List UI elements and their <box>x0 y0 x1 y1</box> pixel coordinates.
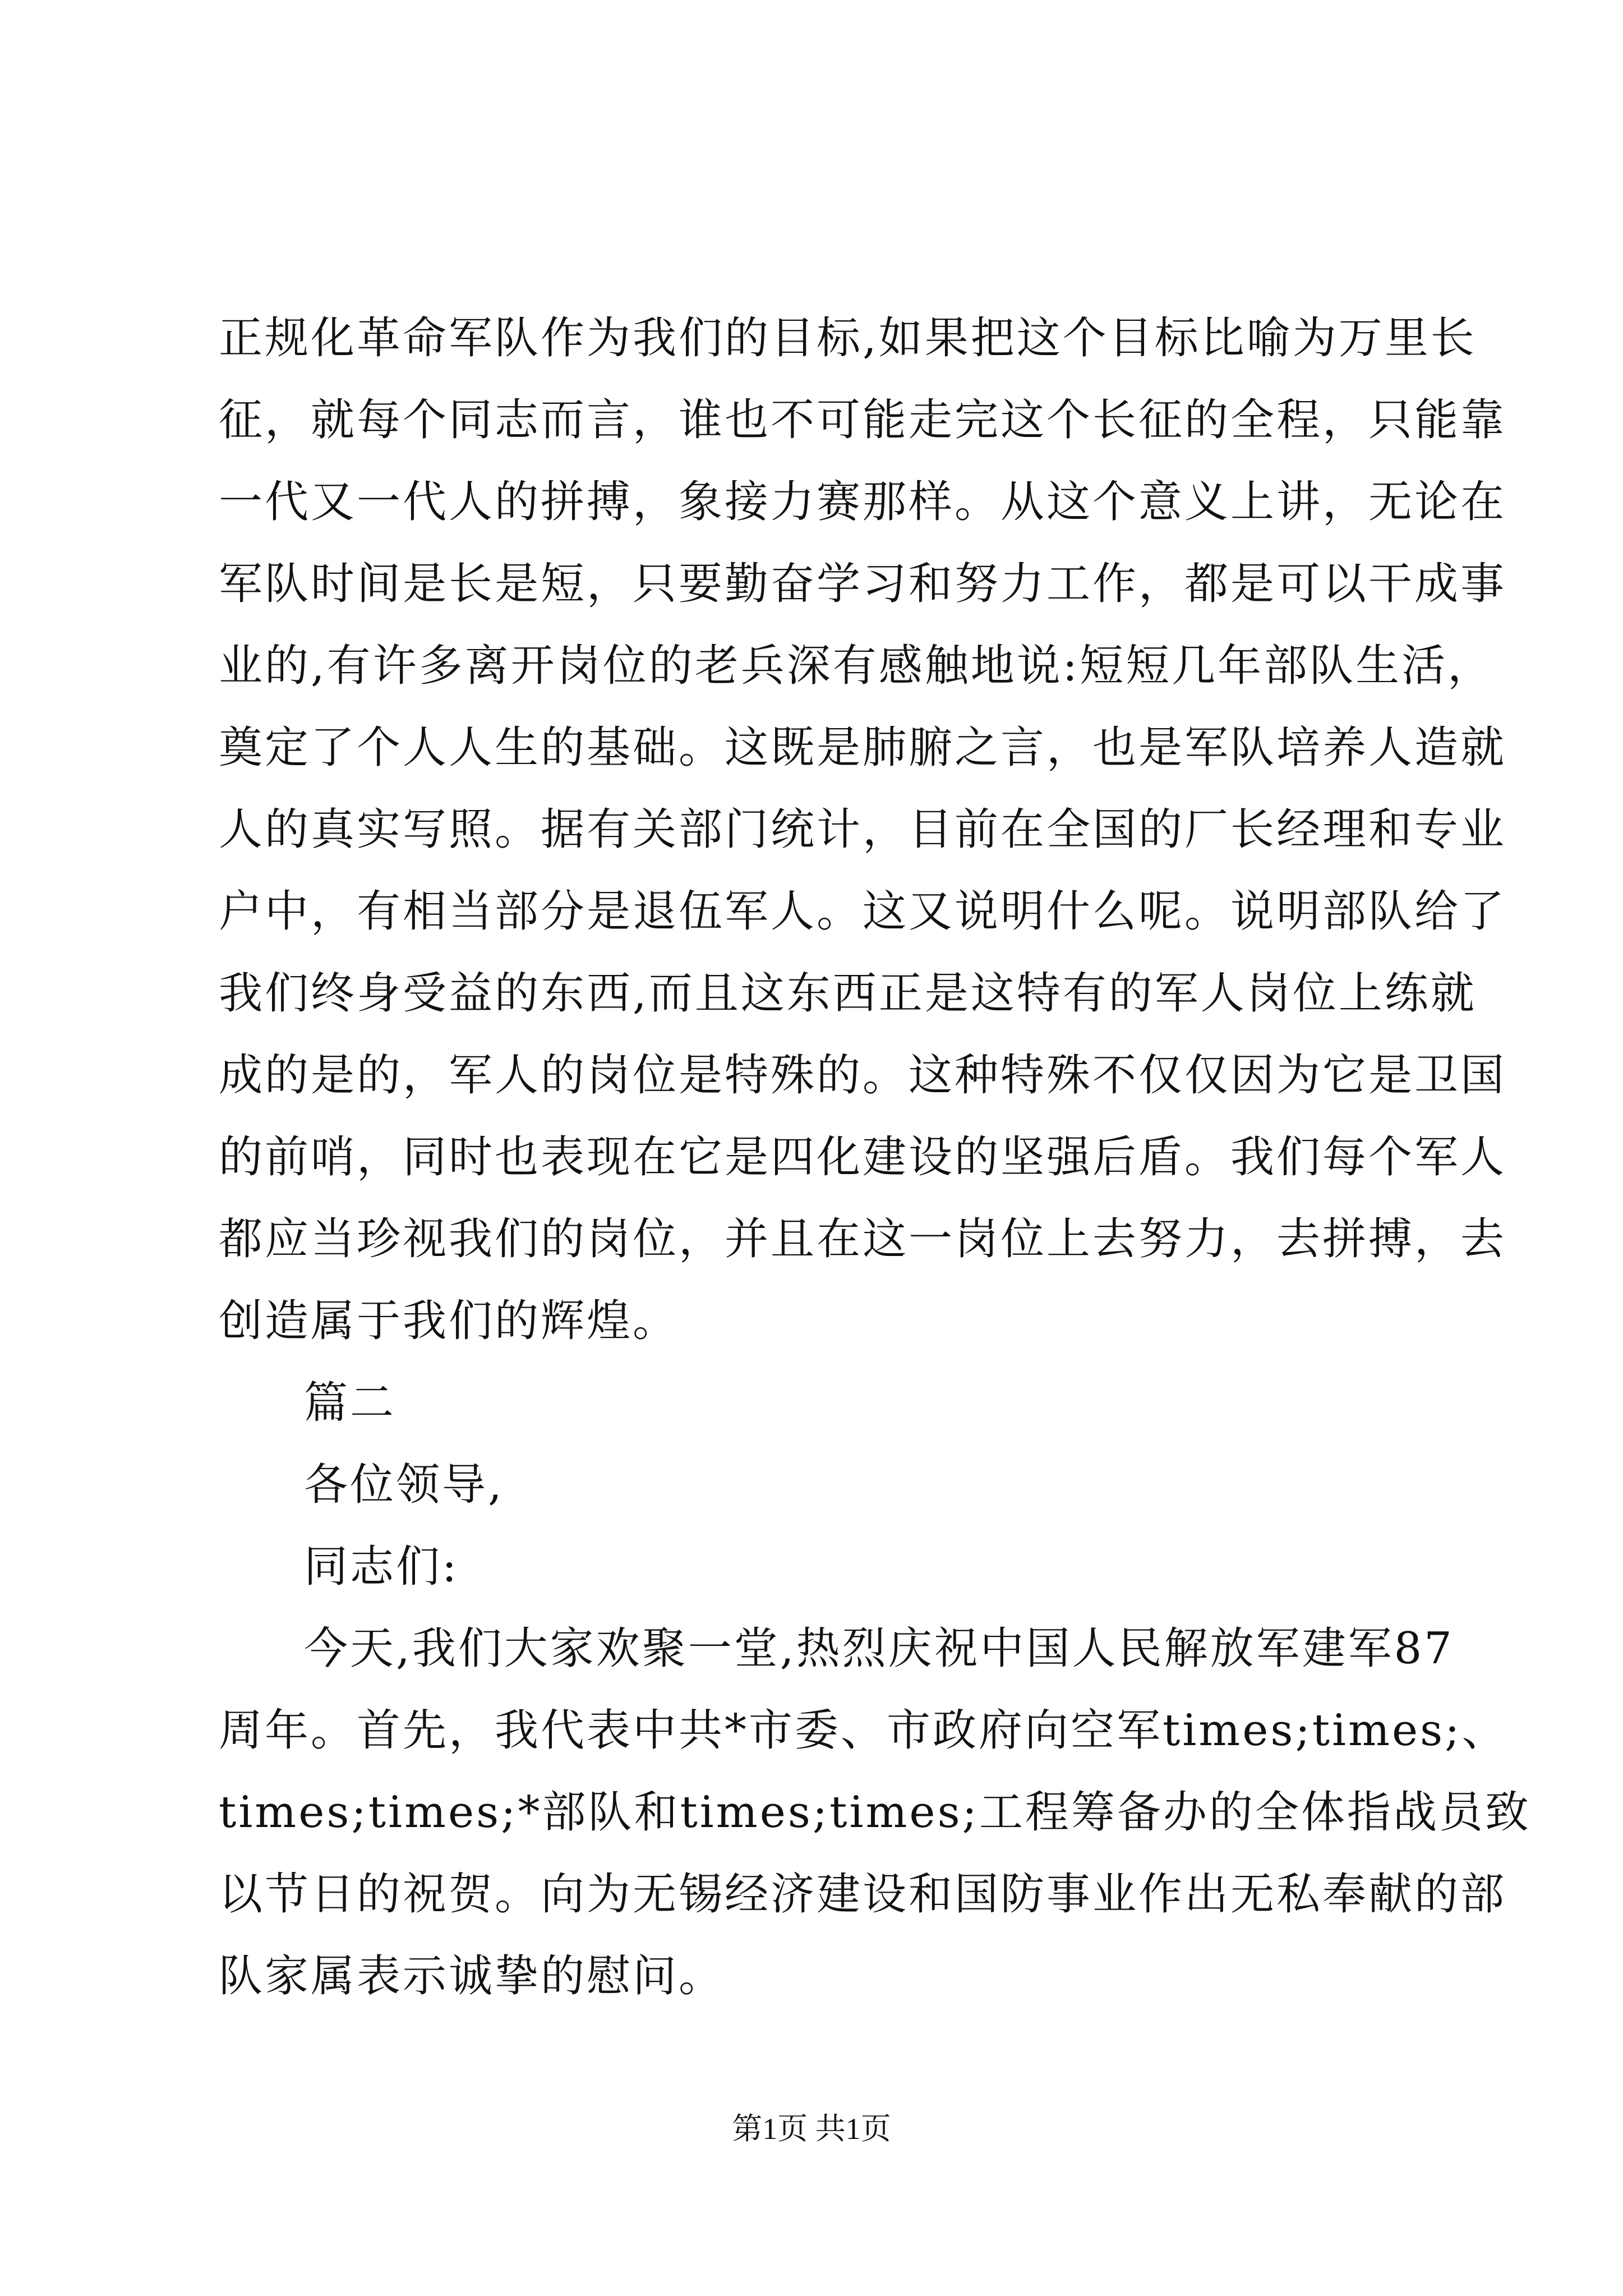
paragraph-line-12: 都应当珍视我们的岗位，并且在这一岗位上去努力，去拼搏，去 <box>219 1214 1507 1264</box>
paragraph2-line-4: 以节日的祝贺。向为无锡经济建设和国防事业作出无私奉献的部 <box>219 1869 1507 1920</box>
paragraph-line-9: 我们终身受益的东西,而且这东西正是这特有的军人岗位上练就 <box>219 968 1477 1019</box>
paragraph-line-5: 业的,有许多离开岗位的老兵深有感触地说:短短几年部队生活， <box>219 641 1494 691</box>
page-number-label: 第1页 共1页 <box>732 2112 891 2146</box>
document-body <box>219 297 1531 2017</box>
paragraph-line-1: 正规化革命军队作为我们的目标,如果把这个目标比喻为万里长 <box>219 313 1477 364</box>
paragraph-line-2: 征，就每个同志而言，谁也不可能走完这个长征的全程，只能靠 <box>219 395 1507 445</box>
paragraph2-line-3: times;times;*部队和times;times;工程筹备办的全体指战员致 <box>219 1787 1531 1838</box>
greeting-line-1: 各位领导, <box>304 1460 504 1510</box>
paragraph-line-6: 奠定了个人人生的基础。这既是肺腑之言，也是军队培养人造就 <box>219 723 1507 773</box>
page-footer <box>0 2109 1623 2148</box>
paragraph2-line-1: 今天,我们大家欢聚一堂,热烈庆祝中国人民解放军建军87 <box>304 1623 1454 1674</box>
paragraph-line-10: 成的是的，军人的岗位是特殊的。这种特殊不仅仅因为它是卫国 <box>219 1050 1507 1101</box>
section-heading: 篇二 <box>304 1378 396 1428</box>
paragraph-line-8: 户中，有相当部分是退伍军人。这又说明什么呢。说明部队给了 <box>219 886 1507 937</box>
paragraph-line-13: 创造属于我们的辉煌。 <box>219 1296 679 1346</box>
paragraph-line-4: 军队时间是长是短，只要勤奋学习和努力工作，都是可以干成事 <box>219 559 1507 609</box>
greeting-line-2: 同志们: <box>304 1542 459 1592</box>
paragraph-line-7: 人的真实写照。据有关部门统计，目前在全国的厂长经理和专业 <box>219 804 1507 855</box>
paragraph-line-11: 的前哨，同时也表现在它是四化建设的坚强后盾。我们每个军人 <box>219 1132 1507 1182</box>
paragraph2-line-2: 周年。首先，我代表中共*市委、市政府向空军times;times;、 <box>219 1705 1508 1756</box>
paragraph2-line-5: 队家属表示诚挚的慰问。 <box>219 1951 725 2001</box>
paragraph-line-3: 一代又一代人的拼搏，象接力赛那样。从这个意义上讲，无论在 <box>219 477 1507 527</box>
